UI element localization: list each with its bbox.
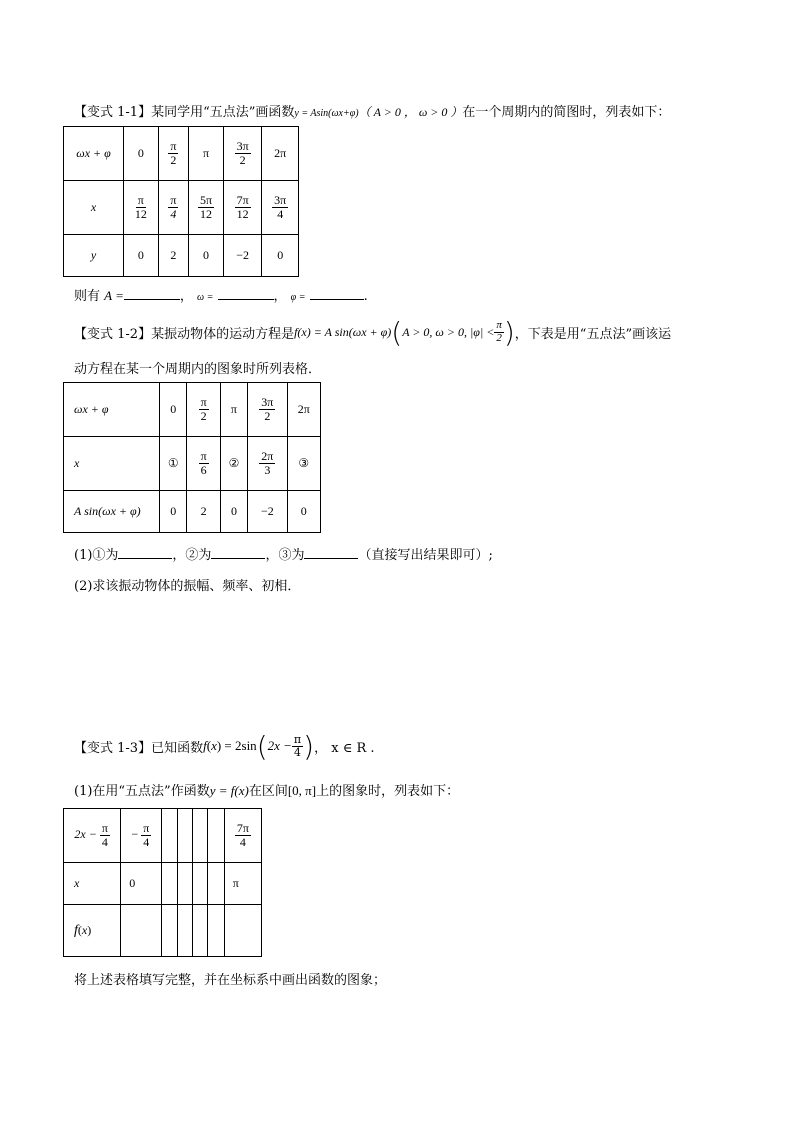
v12-r1-label: ωx + φ [64,383,160,437]
v13-interval: [0, π] [287,783,317,798]
table-row [64,491,321,533]
left-paren: ( [256,729,268,763]
answer-blank[interactable] [211,546,265,559]
v13-r3-c3[interactable] [177,905,192,957]
v11-table [63,126,299,277]
v11-r3-c2: 2 [158,235,189,277]
right-paren: ) [503,315,515,349]
table-row [64,809,262,863]
answer-blank[interactable] [310,287,364,300]
v11-r1-c3: π [189,127,224,181]
v13-instruction: 将上述表格填写完整，并在坐标系中画出函数的图象； [74,973,387,988]
v13-r2-c6: π [224,863,261,905]
v11-answer-prefix: 则有 [74,289,101,304]
v11-r2-c5: $\frac{3\pi}{4}$ [262,181,299,235]
v13-r1-c4[interactable] [192,809,207,863]
v11-tail: 在一个周期内的简图时，列表如下： [462,105,671,120]
v13-r2-label: x [64,863,121,905]
v13-r3-c5[interactable] [207,905,224,957]
v12-r3-label: A sin(ωx + φ) [64,491,160,533]
v11-r3-c1: 0 [124,235,159,277]
v13-r2-c2[interactable] [162,863,177,905]
v11-heading [74,101,670,120]
v12-r1-c5: 2π [287,383,320,437]
v11-r1-c4 [223,127,262,181]
v11-tag: 【变式 1-1】 [74,105,152,120]
v11-r3-label: y [64,235,124,277]
v12-q1: (1)①为 ，②为 ，③为 （直接写出结果即可）; [74,548,493,563]
v13-table [63,808,262,957]
v12-cond: A > 0, ω > 0, |φ| < [402,324,495,339]
v11-r3-c4: −2 [223,235,262,277]
answer-blank[interactable] [118,546,172,559]
answer-blank[interactable] [304,546,358,559]
v11-r2-label: x [64,181,124,235]
v13-r1-c2[interactable] [162,809,177,863]
v13-heading: 【变式 1-3】 已知函数 f ( x ) = 2sin ( 2x − $\frac{\pi}{4}$ ) ， x ∈ R . [74,729,375,763]
table-row [64,235,299,277]
v12-r2-c5: ③ [287,437,320,491]
v12-intro: 某振动物体的运动方程是 [151,326,295,342]
v12-q2: (2)求该振动物体的振幅、频率、初相． [74,579,301,594]
v11-r1-c1: 0 [124,127,159,181]
table-row [64,905,262,957]
v13-intro: 已知函数 [151,740,204,756]
v13-r3-c6[interactable] [224,905,261,957]
v13-q1: (1)在用“五点法”作函数y = f(x)在区间[0, π]上的图象时，列表如下： [74,783,460,799]
v12-r2-c4: $\frac{2\pi}{3}$ [248,437,287,491]
v12-table [63,382,321,533]
v13-r2-c5[interactable] [207,863,224,905]
table-row [64,437,321,491]
v12-r2-c1: ① [160,437,187,491]
fraction: $\frac{3\pi}{2}$ [236,139,249,167]
v13-r1-c3[interactable] [177,809,192,863]
v13-r3-c1[interactable] [121,905,162,957]
v11-answer-w: ω = [197,292,214,303]
fraction: $\frac{\pi}{2}$ [170,139,177,167]
table-row [64,127,299,181]
v12-heading [74,314,671,350]
v11-answer-line: 则有 A = ， ω = ， φ = . [74,288,368,304]
v12-r1-c2: $\frac{\pi}{2}$ [187,383,220,437]
fraction: $\frac{\pi}{4}$ [293,732,302,759]
v13-r2-c1: 0 [121,863,162,905]
v11-answer-phi: φ = [290,292,306,303]
v12-r2-c3: ② [220,437,247,491]
table-row [64,383,321,437]
v11-r1-c2 [158,127,189,181]
left-paren: ( [391,315,403,349]
v11-r1-label: ωx + φ [64,127,124,181]
v12-r3-c1: 0 [160,491,187,533]
v12-tail: ，下表是用“五点法”画该运 [514,326,672,342]
v12-r1-c4: $\frac{3\pi}{2}$ [248,383,287,437]
v13-r1-c6: $\frac{7\pi}{4}$ [224,809,261,863]
v13-r1-c5[interactable] [207,809,224,863]
answer-blank[interactable] [124,287,180,300]
v11-answer-A: A = [104,288,124,303]
v12-tag: 【变式 1-2】 [74,326,152,342]
v12-r3-c3: 0 [220,491,247,533]
v13-r3-c2[interactable] [162,905,177,957]
v11-intro: 某同学用“五点法”画函数 [151,105,295,120]
v12-r2-label: x [64,437,160,491]
v11-r3-c3: 0 [189,235,224,277]
v12-r2-c2: $\frac{\pi}{6}$ [187,437,220,491]
v11-r2-c4: $\frac{7\pi}{12}$ [223,181,262,235]
v12-r1-c3: π [220,383,247,437]
fraction: $\frac{\pi}{2}$ [496,318,502,344]
v11-r1-c5: 2π [262,127,299,181]
table-row [64,863,262,905]
v13-r3-label: f(x) [64,905,121,957]
v12-r3-c5: 0 [287,491,320,533]
v13-r1-label: 2x − $\frac{\pi}{4}$ [64,809,121,863]
v11-r2-c3: $\frac{5\pi}{12}$ [189,181,224,235]
v13-r3-c4[interactable] [192,905,207,957]
v12-r3-c2: 2 [187,491,220,533]
v11-cond: （ A > 0 ， ω > 0 ） [358,105,463,119]
v13-r1-c1: − $\frac{\pi}{4}$ [121,809,162,863]
v13-r2-c3[interactable] [177,863,192,905]
v12-func: f(x) = A sin(ωx + φ) [294,324,392,339]
v11-r3-c5: 0 [262,235,299,277]
v13-q1-func: y = f(x) [209,783,249,798]
v11-r2-c1: $\frac{\pi}{12}$ [124,181,159,235]
answer-blank[interactable] [218,287,274,300]
v13-r2-c4[interactable] [192,863,207,905]
v13-tag: 【变式 1-3】 [74,740,152,756]
right-paren: ) [303,729,315,763]
v12-r3-c4: −2 [248,491,287,533]
v12-r1-c1: 0 [160,383,187,437]
v13-domain: ， x ∈ R . [314,740,375,756]
table-row [64,181,299,235]
v12-line2: 动方程在某一个周期内的图象时所列表格． [74,362,322,377]
v11-r2-c2: $\frac{\pi}{4}$ [158,181,189,235]
v11-func: y = Asin(ωx+φ) [294,108,359,119]
